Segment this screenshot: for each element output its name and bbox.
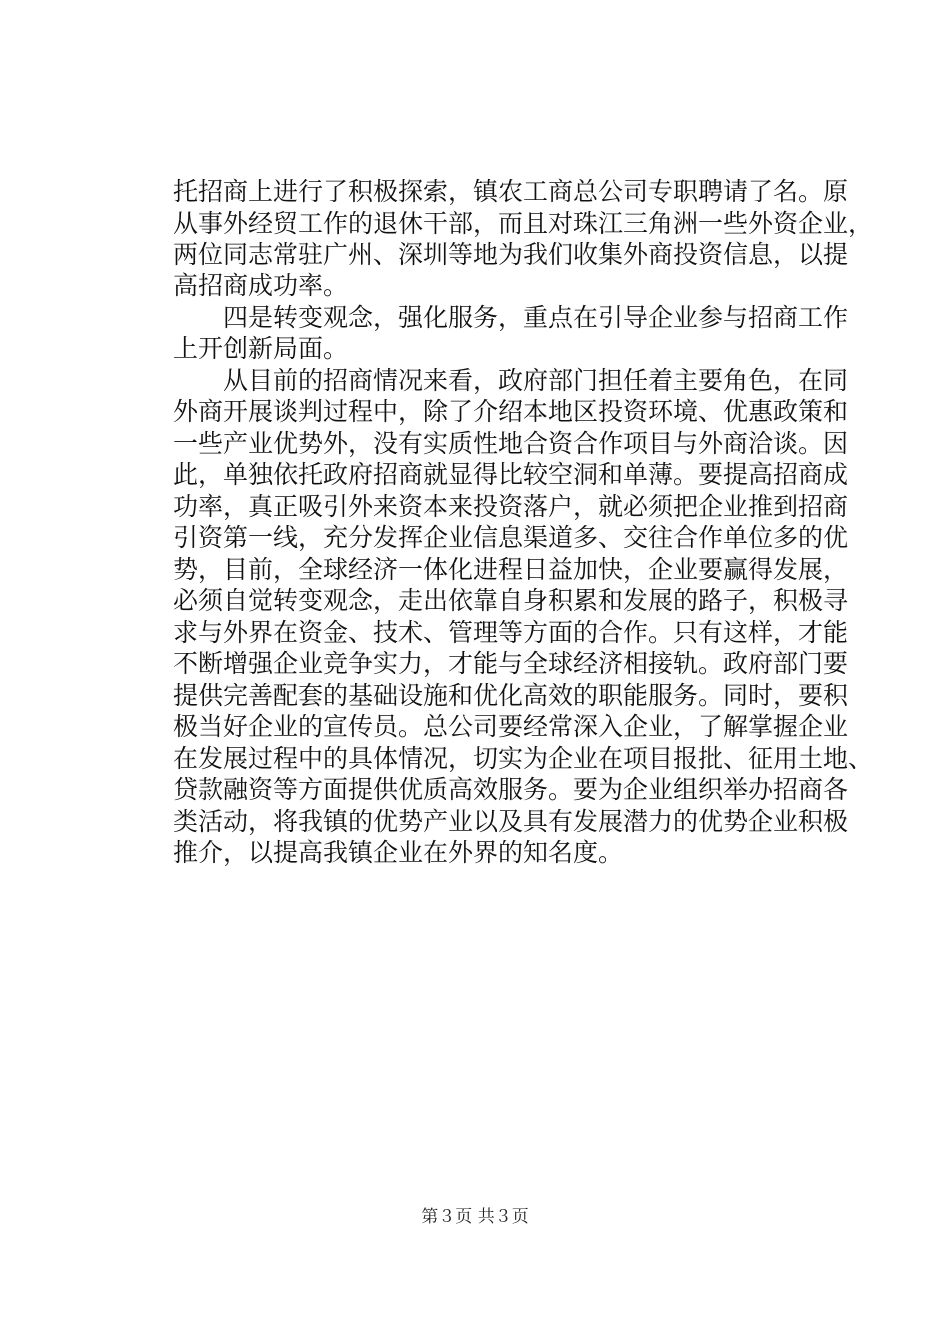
body-text-line: 此，单独依托政府招商就显得比较空洞和单薄。要提高招商成 — [173, 460, 849, 489]
body-text-line: 上开创新局面。 — [173, 334, 349, 363]
body-text-line: 从事外经贸工作的退休干部，而且对珠江三角洲一些外资企业， — [173, 209, 874, 238]
body-text-line: 引资第一线，充分发挥企业信息渠道多、交往合作单位多的优 — [173, 523, 849, 552]
body-text-line: 在发展过程中的具体情况，切实为企业在项目报批、征用土地、 — [173, 744, 874, 773]
body-text-line: 托招商上进行了积极探索，镇农工商总公司专职聘请了名。原 — [173, 177, 849, 206]
body-text-line: 四是转变观念，强化服务，重点在引导企业参与招商工作 — [173, 303, 849, 332]
page-footer: 第３页 共３页 — [421, 1207, 529, 1227]
body-text-line: 求与外界在资金、技术、管理等方面的合作。只有这样，才能 — [173, 618, 849, 647]
body-text-line: 势，目前，全球经济一体化进程日益加快，企业要赢得发展， — [173, 555, 849, 584]
body-text-line: 外商开展谈判过程中，除了介绍本地区投资环境、优惠政策和 — [173, 397, 849, 426]
body-text-line: 推介，以提高我镇企业在外界的知名度。 — [173, 838, 624, 867]
body-text-line: 类活动，将我镇的优势产业以及具有发展潜力的优势企业积极 — [173, 807, 849, 836]
body-text-line: 一些产业优势外，没有实质性地合资合作项目与外商洽谈。因 — [173, 429, 849, 458]
body-text-line: 不断增强企业竞争实力，才能与全球经济相接轨。政府部门要 — [173, 649, 849, 678]
body-text-line: 从目前的招商情况来看，政府部门担任着主要角色，在同 — [173, 366, 849, 395]
body-text-line: 功率，真正吸引外来资本来投资落户，就必须把企业推到招商 — [173, 492, 849, 521]
body-text-line: 提供完善配套的基础设施和优化高效的职能服务。同时，要积 — [173, 681, 849, 710]
body-text-line: 高招商成功率。 — [173, 271, 349, 300]
body-text-line: 贷款融资等方面提供优质高效服务。要为企业组织举办招商各 — [173, 775, 849, 804]
body-text-line: 必须自觉转变观念，走出依靠自身积累和发展的路子，积极寻 — [173, 586, 849, 615]
body-text-line: 两位同志常驻广州、深圳等地为我们收集外商投资信息，以提 — [173, 240, 849, 269]
body-text-line: 极当好企业的宣传员。总公司要经常深入企业，了解掌握企业 — [173, 712, 849, 741]
